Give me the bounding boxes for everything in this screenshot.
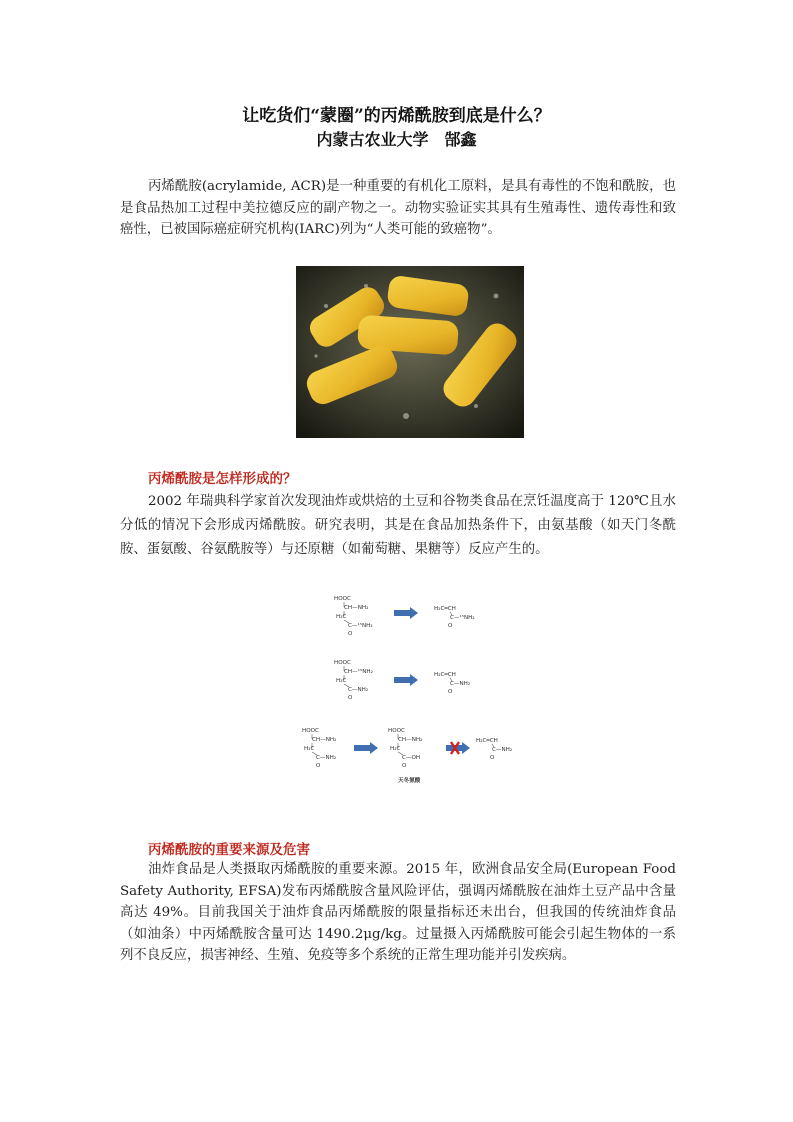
svg-text:HOOC: HOOC: [334, 660, 351, 666]
svg-text:O: O: [402, 763, 407, 769]
svg-text:H₂C═CH: H₂C═CH: [434, 672, 456, 678]
author-line: 内蒙古农业大学 郜鑫: [316, 130, 477, 149]
svg-text:O: O: [448, 623, 453, 629]
reaction-scheme-diagram: [300, 590, 528, 790]
reaction-row-3: [302, 728, 512, 784]
svg-text:O: O: [490, 755, 495, 761]
svg-text:O: O: [348, 695, 353, 701]
aspartic-acid-label: 天冬氨酸: [398, 778, 421, 784]
reaction-row-1: [334, 596, 475, 637]
section-heading-formation: 丙烯酰胺是怎样形成的？: [148, 471, 297, 487]
svg-text:CH—¹⁵NH₂: CH—¹⁵NH₂: [344, 669, 373, 675]
svg-text:H₂C: H₂C: [390, 746, 401, 752]
svg-text:C—NH₂: C—NH₂: [348, 687, 369, 693]
svg-text:HOOC: HOOC: [302, 728, 319, 734]
svg-text:C—¹⁵NH₂: C—¹⁵NH₂: [450, 615, 475, 621]
svg-text:CH—NH₂: CH—NH₂: [312, 737, 337, 743]
svg-text:C—NH₂: C—NH₂: [492, 747, 513, 753]
svg-text:H₂C═CH: H₂C═CH: [434, 606, 456, 612]
svg-text:O: O: [448, 689, 453, 695]
sources-paragraph: 油炸食品是人类摄取丙烯酰胺的重要来源。2015 年，欧洲食品安全局(European Food Safety Authority, EFSA)发布丙烯酰胺含量风险评估，强调丙烯酰胺在油炸土豆产品中含量高达 49%。目前我国关于油炸食品丙烯酰胺的限量指标还未出台，但我国的传统油炸食品（如油条）中丙烯酰胺含量可达 1490.2μg/kg。过量摄入丙烯酰胺可能会引起生物体的一系列不良反应，损害神经、生殖、免疫等多个系统的正常生理功能并引发疾病。: [120, 862, 676, 963]
svg-text:H₂C: H₂C: [304, 746, 315, 752]
svg-text:O: O: [348, 631, 353, 637]
svg-text:HOOC: HOOC: [334, 596, 351, 602]
page-title: 让吃货们“蒙圈”的丙烯酰胺到底是什么？: [242, 106, 551, 126]
intro-paragraph: 丙烯酰胺(acrylamide, ACR)是一种重要的有机化工原料，是具有毒性的不饱和酰胺，也是食品热加工过程中美拉德反应的副产物之一。动物实验证实其具有生殖毒性、遗传毒性和致癌性，已被国际癌症研究机构(IARC)列为“人类可能的致癌物”。: [120, 179, 676, 237]
svg-text:HOOC: HOOC: [388, 728, 405, 734]
reaction-arrow-1: [394, 607, 418, 619]
svg-text:C—¹⁵NH₂: C—¹⁵NH₂: [348, 623, 373, 629]
svg-text:CH—NH₂: CH—NH₂: [344, 605, 369, 611]
svg-text:H₂C: H₂C: [336, 614, 347, 620]
svg-text:C—NH₂: C—NH₂: [450, 681, 471, 687]
formation-paragraph: 2002 年瑞典科学家首次发现油炸或烘焙的土豆和谷物类食品在烹饪温度高于 120℃且水分低的情况下会形成丙烯酰胺。研究表明，其是在食品加热条件下，由氨基酸（如天门冬酰胺、蛋氨酸、谷氨酰胺等）与还原糖（如葡萄糖、果糖等）反应产生的。: [120, 494, 676, 557]
svg-text:CH—NH₂: CH—NH₂: [398, 737, 423, 743]
svg-text:H₂C: H₂C: [336, 678, 347, 684]
reaction-arrow-3: [354, 742, 378, 754]
reaction-arrow-2: [394, 674, 418, 686]
svg-text:C—OH: C—OH: [402, 755, 421, 761]
fried-food-photo: [296, 266, 524, 438]
section-heading-sources: 丙烯酰胺的重要来源及危害: [148, 842, 310, 858]
svg-text:H₂C═CH: H₂C═CH: [476, 738, 498, 744]
reaction-row-2: [334, 660, 470, 701]
svg-text:C—NH₂: C—NH₂: [316, 755, 337, 761]
svg-text:O: O: [316, 763, 321, 769]
